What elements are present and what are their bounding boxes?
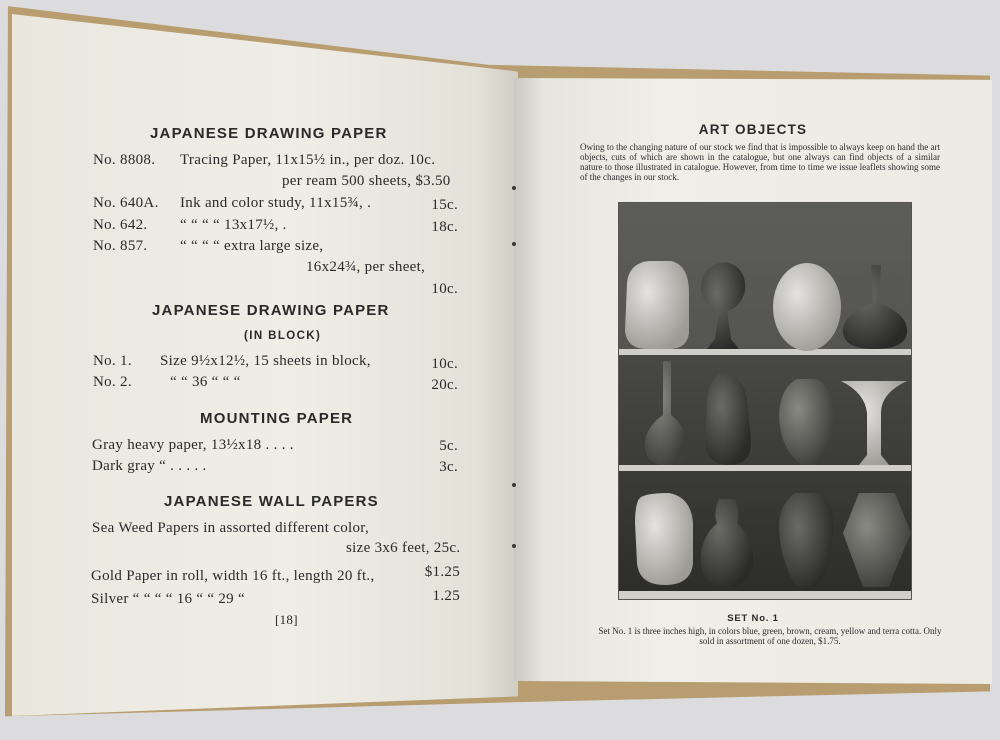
binding-stitch [512,242,516,246]
item-text: Gray heavy paper, 13½x18 . . . . [92,437,294,453]
set-caption: Set No. 1 is three inches high, in colors blue, green, brown, cream, yellow and terra cotta. Only sold in assortment of one dozen, $1.75. [598,626,942,646]
item-text: size 3x6 feet, 25c. [346,540,461,556]
item-price: 10c. [431,356,458,372]
vases-photograph [618,202,912,600]
item-price: 18c. [431,219,458,235]
item-text: Ink and color study, 11x15¾, . [180,195,372,211]
item-price: 10c. [431,281,458,297]
item-price: 20c. [431,377,458,393]
section-heading: JAPANESE DRAWING PAPER [150,125,388,142]
item-text: Size 9½x12½, 15 sheets in block, [160,353,371,369]
item-text: 16x24¾, per sheet, [306,259,426,275]
set-label: SET No. 1 [727,613,779,624]
page-title: ART OBJECTS [698,122,808,137]
item-text: “ “ 36 “ “ “ [170,374,241,390]
item-text: Silver “ “ “ “ 16 “ “ 29 “ [91,591,245,607]
item-price: 1.25 [432,588,460,604]
binding-stitch [512,186,516,190]
section-heading: MOUNTING PAPER [200,410,354,427]
binding-stitch [512,544,516,548]
item-price: 3c. [439,459,458,475]
item-number: No. 8808. [93,152,156,168]
item-price: 15c. [431,197,458,213]
item-number: No. 642. [93,217,148,233]
item-price: 5c. [439,438,458,454]
page-number: [18] [275,612,298,627]
item-number: No. 857. [93,238,148,254]
item-number: No. 640A. [93,195,159,211]
item-text: Dark gray “ . . . . . [92,458,207,474]
section-heading: JAPANESE DRAWING PAPER [152,302,390,319]
intro-paragraph: Owing to the changing nature of our stock we find that is impossible to always keep on hand the art objects, cuts of which are shown in the catalogue, but one always can find objects of a similar nature to those illustrated in catalogue. However, from time to time we issue leaflets showing some of the changes in our stock. [580,142,940,182]
item-text: Gold Paper in roll, width 16 ft., length 20 ft., [91,568,375,584]
binding-stitch [512,483,516,487]
item-text: Sea Weed Papers in assorted different color, [92,520,370,536]
item-text: “ “ “ “ extra large size, [180,238,324,254]
item-price: $1.25 [424,564,460,580]
section-heading: JAPANESE WALL PAPERS [164,493,379,510]
item-text: “ “ “ “ 13x17½, . [180,217,287,233]
item-text: Tracing Paper, 11x15½ in., per doz. 10c. [180,152,436,168]
item-text: per ream 500 sheets, $3.50 [282,173,451,189]
section-subheading: (IN BLOCK) [244,330,322,342]
item-number: No. 1. [93,353,132,369]
item-number: No. 2. [93,374,132,390]
